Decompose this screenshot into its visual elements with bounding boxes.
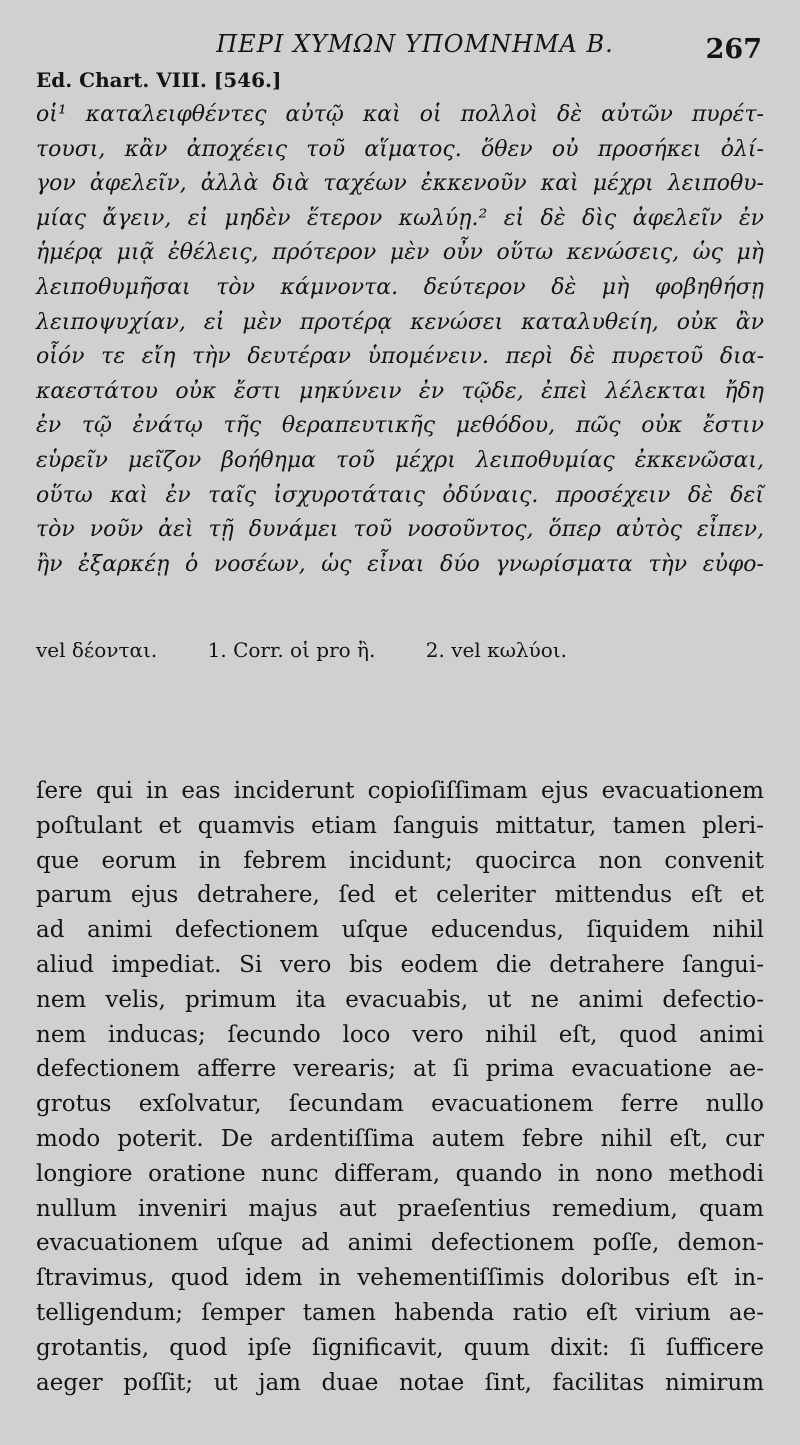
latin-line: aliud impediat. Si vero bis eodem die detrahere ſangui-	[36, 951, 764, 978]
greek-line: εὑρεῖν μεῖζον βοήθημα τοῦ μέχρι λειποθυμίας ἐκκενῶσαι,	[36, 447, 764, 473]
latin-text-block	[36, 774, 764, 1400]
greek-line: οἷόν τε εἴη τὴν δευτέραν ὑπομένειν. περὶ δὲ πυρετοῦ δια-	[36, 344, 764, 370]
greek-line: καεστάτου οὐκ ἔστι μηκύνειν ἐν τῷδε, ἐπεὶ λέλεκται ἤδη	[36, 378, 764, 404]
latin-line: defectionem afferre verearis; at ſi prima evacuatione ae-	[36, 1056, 764, 1083]
latin-line: longiore oratione nunc differam, quando in nono methodi	[36, 1160, 764, 1187]
latin-line: aeger poſſit; ut jam duae notae ſint, facilitas nimirum	[36, 1369, 764, 1396]
greek-line: γον ἀφελεῖν, ἀλλὰ διὰ ταχέων ἐκκενοῦν καὶ μέχρι λειποθυ-	[36, 171, 764, 197]
footnote: 2. vel κωλύοι.	[425, 638, 567, 662]
footnote: vel δέονται.	[36, 638, 158, 662]
latin-line: parum ejus detrahere, ſed et celeriter mittendus eſt et	[36, 882, 764, 909]
greek-line: λειποψυχίαν, εἰ μὲν προτέρᾳ κενώσει καταλυθείη, οὐκ ἂν	[36, 309, 764, 335]
greek-line: ἢν ἐξαρκέῃ ὁ νοσέων, ὡς εἶναι δύο γνωρίσματα τὴν εὐφο-	[36, 551, 764, 577]
latin-line: nem velis, primum ita evacuabis, ut ne animi defectio-	[36, 986, 764, 1013]
latin-line: nullum inveniri majus aut praeſentius remedium, quam	[36, 1195, 764, 1222]
greek-line: οἱ¹ καταλειφθέντες αὐτῷ καὶ οἱ πολλοὶ δὲ αὐτῶν πυρέτ-	[36, 102, 764, 127]
latin-line: poſtulant et quamvis etiam ſanguis mittatur, tamen pleri-	[36, 812, 764, 839]
latin-line: nem inducas; ſecundo loco vero nihil eſt, quod animi	[36, 1021, 764, 1048]
latin-line: ſtravimus, quod idem in vehementiſſimis doloribus eſt in-	[36, 1265, 764, 1292]
greek-line: ἡμέρᾳ μιᾷ ἐθέλεις, πρότερον μὲν οὖν οὕτω κενώσεις, ὡς μὴ	[36, 240, 764, 266]
latin-line: ſere qui in eas inciderunt copioſiſſimam ejus evacuationem	[36, 778, 764, 804]
page-number: 267	[705, 34, 762, 65]
greek-line: μίας ἄγειν, εἰ μηδὲν ἕτερον κωλύῃ.² εἰ δὲ δὶς ἀφελεῖν ἐν	[36, 205, 764, 231]
greek-line: οὕτω καὶ ἐν ταῖς ἰσχυροτάταις ὀδύναις. προσέχειν δὲ δεῖ	[36, 482, 764, 508]
latin-line: modo poterit. De ardentiſſima autem febre nihil eſt, cur	[36, 1125, 764, 1152]
latin-line: telligendum; ſemper tamen habenda ratio eſt virium ae-	[36, 1299, 764, 1326]
footnote: 1. Corr. οἱ pro ἢ.	[207, 638, 376, 662]
latin-line: evacuationem uſque ad animi defectionem poſſe, demon-	[36, 1230, 764, 1257]
greek-line: λειποθυμῆσαι τὸν κάμνοντα. δεύτερον δὲ μὴ φοβηθήσῃ	[36, 274, 764, 300]
greek-line: τουσι, κἂν ἀποχέεις τοῦ αἵματος. ὅθεν οὐ προσήκει ὀλί-	[36, 136, 764, 162]
greek-text-block	[36, 98, 764, 582]
footnotes	[36, 638, 636, 662]
running-header: ΠΕΡΙ ΧΥΜΩΝ ΥΠΟΜΝΗΜΑ Β.	[216, 30, 614, 58]
edition-reference: Ed. Chart. VIII. [546.]	[36, 68, 282, 92]
greek-line: τὸν νοῦν ἀεὶ τῇ δυνάμει τοῦ νοσοῦντος, ὅπερ αὐτὸς εἶπεν,	[36, 517, 764, 543]
latin-line: que eorum in febrem incidunt; quocirca non convenit	[36, 847, 764, 874]
latin-line: grotus exſolvatur, ſecundam evacuationem ferre nullo	[36, 1091, 764, 1118]
greek-line: ἐν τῷ ἐνάτῳ τῆς θεραπευτικῆς μεθόδου, πῶς οὐκ ἔστιν	[36, 413, 764, 439]
latin-line: grotantis, quod ipſe ſignificavit, quum dixit: ſi ſufficere	[36, 1334, 764, 1361]
latin-line: ad animi defectionem uſque educendus, ſiquidem nihil	[36, 917, 764, 944]
